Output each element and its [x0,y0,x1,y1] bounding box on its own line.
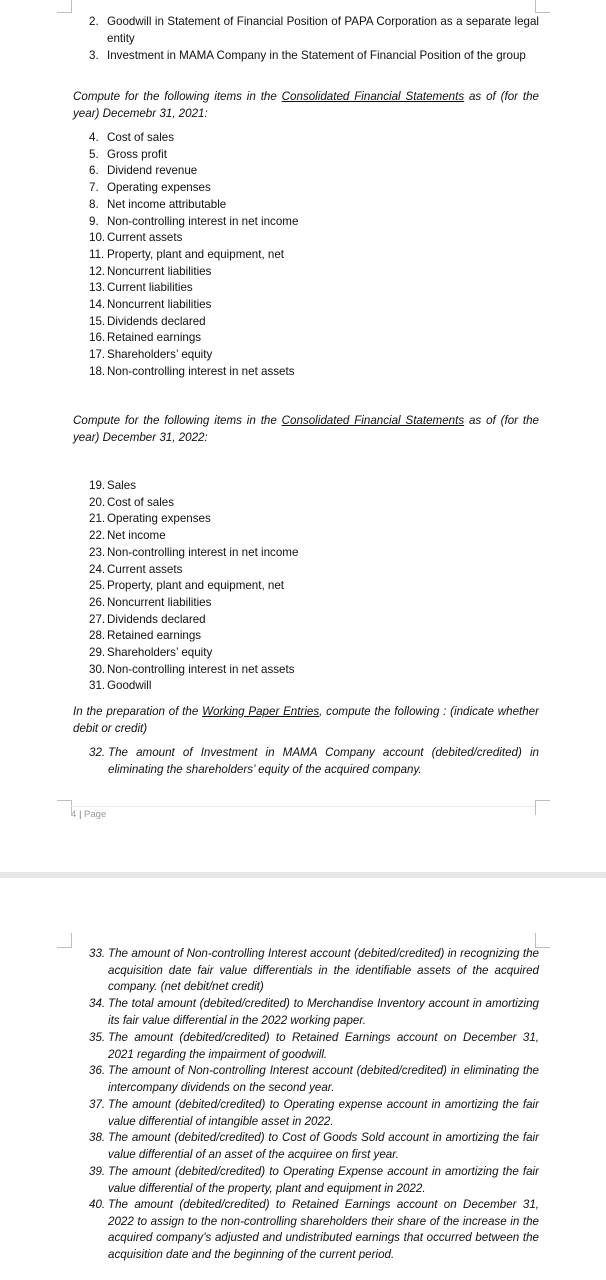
item-number: 27. [89,612,106,626]
item-text: Current assets [107,231,183,245]
list-item [89,364,539,381]
section-heading-2021: Compute for the following items in the Consolidated Financial Statements as of (for the year) Decemebr 31, 2021: [73,90,539,120]
list-item [89,578,539,595]
crop-mark-top-left [57,0,72,13]
item-number: 34. [89,997,106,1010]
list-item [89,545,539,562]
item-text: Dividends declared [107,612,206,626]
item-number: 15. [89,314,106,328]
item-text: Retained earnings [107,331,202,345]
item-number: 36. [89,1064,106,1077]
item-number: 25. [89,579,106,593]
crop-mark-bottom-right [535,800,550,815]
item-number: 29. [89,646,106,659]
item-text: Dividend revenue [107,164,198,178]
list-item [89,946,539,996]
list-item [89,612,539,629]
item-text: Non-controlling interest in net income [107,545,299,559]
item-text: The amount of Non-controlling Interest account (debited/credited) in eliminating the intercompany dividends on the second year. [108,1064,539,1094]
item-text: Shareholders’ equity [107,348,213,362]
item-text: The amount (debited/credited) to Cost of Goods Sold account in amortizing the fair value differential of an asset of the acquiree on first year. [108,1131,539,1161]
document-page-2 [0,878,606,1280]
item-text: Operating expenses [107,512,211,526]
list-item [89,595,539,612]
item-text: Current assets [107,562,183,576]
item-number: 5. [89,147,99,161]
item-text: Current liabilities [107,281,193,295]
item-text: Operating expenses [107,181,211,195]
list-item [89,1130,539,1163]
section-heading-2022: Compute for the following items in the Consolidated Financial Statements as of (for the year) December 31, 2022: [73,414,539,444]
list-item [89,264,539,281]
item-number: 7. [89,181,99,195]
item-text: Property, plant and equipment, net [107,247,285,261]
list-item [89,678,539,695]
item-number: 22. [89,529,106,543]
list-item [89,347,539,364]
item-number: 9. [89,214,99,228]
consolidated-fs-link-2022: Consolidated Financial Statements [281,414,465,427]
item-text: The amount (debited/credited) to Retained Earnings account on December 31, 2021 regarding the impairment of goodwill. [108,1031,539,1061]
item-text: The total amount (debited/credited) to Merchandise Inventory account in amortizing its fair value differential in the 2022 working paper. [108,997,539,1027]
section-heading-working-paper: In the preparation of the Working Paper Entries, compute the following : (indicate whether debit or credit) [73,705,539,735]
working-paper-entries-link: Working Paper Entries [202,705,320,718]
item-text: Cost of sales [107,495,175,509]
item-text: Dividends declared [107,314,206,328]
item-number: 26. [89,595,106,609]
list-item [89,330,539,347]
list-item [89,297,539,314]
item-text: Non-controlling interest in net assets [107,662,295,676]
item-number: 23. [89,545,106,559]
list-item [89,1063,539,1096]
item-text: Retained earnings [107,629,202,643]
item-number: 8. [89,197,99,211]
list-item [89,1030,539,1063]
item-number: 40. [89,1198,106,1211]
list-item [89,662,539,679]
list-item [89,1197,539,1264]
item-text: Goodwill [107,679,152,693]
item-text: Noncurrent liabilities [107,595,212,609]
list-item [89,1164,539,1197]
item-text: The amount (debited/credited) to Retained Earnings account on December 31, 2022 to assign to the non-controlling shareholders their share of the increase in the acquired company’s adjusted and undistributed earnings that occurred between the acquisition date and the beginning of the current period. [108,1198,539,1262]
list-item [89,528,539,545]
item-number: 39. [89,1165,106,1178]
item-number: 18. [89,364,106,378]
footer-divider [71,806,535,807]
list-item [89,230,539,247]
item-text: Net income [107,529,166,543]
list-item: 2. Goodwill in Statement of Financial Position of PAPA Corporation as a separate legal entity [89,15,539,45]
item-number: 14. [89,298,106,311]
item-text: Net income attributable [107,197,227,211]
item-text: Noncurrent liabilities [107,298,212,311]
item-number: 35. [89,1031,106,1044]
list-item [89,214,539,231]
list-item [89,562,539,579]
item-text: Noncurrent liabilities [107,264,212,278]
item-number: 17. [89,348,106,362]
item-text: The amount (debited/credited) to Operating Expense account in amortizing the fair value differential of the property, plant and equipment in 2022. [108,1165,539,1195]
item-text: Property, plant and equipment, net [107,579,285,593]
item-number: 13. [89,281,106,295]
item-text: Non-controlling interest in net income [107,214,299,228]
item-number: 30. [89,662,106,676]
consolidated-fs-link-2021: Consolidated Financial Statements [281,90,465,103]
item-text: Gross profit [107,147,167,161]
crop-mark-bottom-left [57,800,72,815]
item-number: 20. [89,495,106,509]
item-number: 11. [89,247,105,261]
list-item [89,247,539,264]
item-number: 31. [89,679,106,693]
list-item [89,495,539,512]
item-number: 4. [89,131,99,144]
item-number: 12. [89,264,106,278]
item-text: Sales [107,479,137,492]
item-text: The amount of Non-controlling Interest account (debited/credited) in recognizing the acquisition date fair value differentials in the identifiable assets of the acquired company. (net debit/net credit) [108,947,539,994]
item-text: Cost of sales [107,131,175,144]
list-item [89,280,539,297]
list-item [89,314,539,331]
item-number: 28. [89,629,106,643]
list-item [89,628,539,645]
item-text: Non-controlling interest in net assets [107,364,295,378]
list-item [89,147,539,164]
page-number-footer: 4 | Page [71,809,107,820]
crop-mark-top-right [535,0,550,13]
item-text: The amount (debited/credited) to Operating expense account in amortizing the fair value differential of intangible asset in 2022. [108,1098,539,1128]
list-item [89,1097,539,1130]
item-number: 33. [89,947,106,960]
item-number: 16. [89,331,106,345]
item-number: 19. [89,479,106,492]
list-item [89,130,539,147]
item-number: 10. [89,231,106,245]
item-number: 6. [89,164,99,178]
crop-mark-top-left [57,933,72,948]
list-item: 32. The amount of Investment in MAMA Company account (debited/credited) in eliminating the shareholders’ equity of the acquired company. [89,746,539,776]
item-number: 37. [89,1098,106,1111]
item-number: 24. [89,562,106,576]
item-number: 38. [89,1131,106,1144]
list-item: 3. Investment in MAMA Company in the Statement of Financial Position of the group [89,49,526,62]
list-item [89,478,539,495]
list-item [89,996,539,1029]
list-item [89,180,539,197]
item-text: Shareholders’ equity [107,646,213,659]
list-item [89,511,539,528]
list-item [89,197,539,214]
list-item [89,163,539,180]
list-item [89,645,539,662]
item-number: 21. [89,512,106,526]
